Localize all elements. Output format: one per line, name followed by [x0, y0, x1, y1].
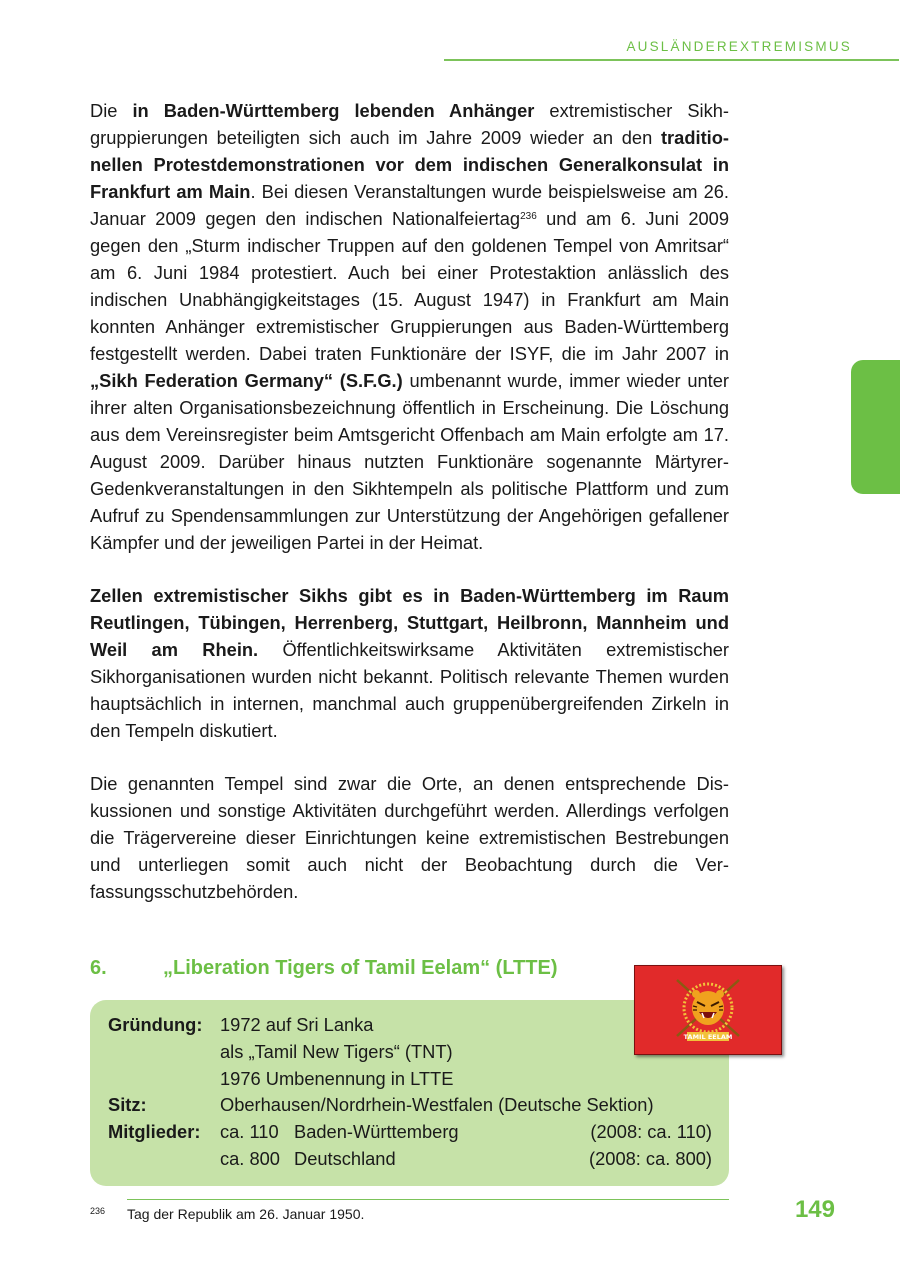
ltte-flag-image	[634, 965, 782, 1055]
footnote-rule	[127, 1199, 729, 1200]
member-region: Deutschland	[294, 1147, 396, 1169]
text-run: . Bei diesen Veranstaltungen wurde beispielsweise am 26. Januar 2009 gegen den indischen Nationalfeiertag	[90, 181, 729, 229]
header-rule	[444, 59, 899, 61]
text-run: Öffentlichkeitswirksame Aktivitäten extremistischer Sikhorganisationen wurden nicht bekannt. Politisch relevante Themen wurden hauptsächlich in internen, manchmal auch gruppenübergreifenden Zirkeln in den Tempeln diskutiert.	[90, 639, 729, 741]
section-heading	[90, 957, 558, 980]
footnote-text: Tag der Republik am 26. Januar 1950.	[127, 1206, 365, 1222]
page-number: 149	[794, 1196, 835, 1223]
member-count: ca. 110	[220, 1121, 279, 1143]
running-header: AUSLÄNDEREXTREMISMUS	[626, 39, 852, 54]
founding-label: Gründung:	[108, 1014, 203, 1035]
empty-cell	[108, 1039, 220, 1066]
bold-run: traditionellen Protestdemonstrationen vor dem indischen Generalkonsulat in Frankfurt am Main	[90, 127, 729, 202]
founding-line: als „Tamil New Tigers“ (TNT)	[220, 1040, 453, 1062]
footnote-ref[interactable]: 236	[520, 211, 537, 222]
member-previous: (2008: ca. 800)	[589, 1147, 712, 1169]
bold-run: Zellen extremistischer Sikhs gibt es in Baden-Württemberg im Raum Reutlingen, Tübingen, Herrenberg, Stuttgart, Heilbronn, Mannheim und Weil am Rhein.	[90, 585, 729, 660]
chapter-tab	[851, 360, 900, 494]
members-label: Mitglieder:	[108, 1121, 201, 1143]
section-number: 6.	[90, 957, 107, 979]
text-run: extremistischer Sikhgruppierungen beteiligten sich auch im Jahre 2009 wieder an den	[90, 100, 729, 148]
paragraph-sikh-protests	[90, 97, 729, 556]
member-region: Baden-Württemberg	[294, 1121, 459, 1143]
paragraph-temples: Die genannten Tempel sind zwar die Orte, an denen entsprechende Diskussionen und sonstige Aktivitäten durchgeführt werden. Allerdings verfolgen die Trägervereine dieser Einrichtungen keine extremistischen Bestrebungen und unterliegen somit auch nicht der Beobachtung durch die Verfassungsschutzbehörden.	[90, 773, 729, 902]
text-run: Die	[90, 100, 133, 121]
bold-run: in Baden-Württemberg lebenden Anhänger	[132, 100, 535, 121]
paragraph-sikh-cells	[90, 582, 729, 744]
flag-text: TAMIL EELAM	[683, 1033, 733, 1041]
text-run: umbenannt wurde, immer wieder unter ihrer alten Organisationsbezeichnung öffentlich in Erscheinung. Die Löschung aus dem Vereinsregister beim Amtsgericht Offenbach am Main erfolgte am 17. August 2009. Darüber hinaus nutzten Funktionäre sogenannte Märtyrer-Gedenkveranstaltungen in den Sikhtempeln als politische Plattform und zum Aufruf zu Spendensammlungen zur Unterstützung der Angehörigen gefallener Kämpfer und der jeweiligen Partei in der Heimat.	[90, 370, 729, 553]
footnote-number: 236	[90, 1206, 106, 1216]
empty-cell	[108, 1146, 220, 1173]
info-table	[108, 1012, 712, 1173]
founding-line: 1976 Umbenennung in LTTE	[220, 1067, 454, 1089]
text-run: und am 6. Juni 2009 gegen den „Sturm indischer Truppen auf den goldenen Tempel von Amritsar“ am 6. Juni 1984 protestiert. Auch bei einer Protestaktion anlässlich des indischen Unabhängigkeitstages (15. August 1947) in Frankfurt am Main konnten Anhänger extremistischer Gruppierungen aus Baden-Württemberg festgestellt werden. Dabei traten Funktionäre der ISYF, die im Jahr 2007 in	[90, 208, 729, 364]
empty-cell	[108, 1066, 220, 1093]
seat-value: Oberhausen/Nordrhein-Westfalen (Deutsche Sektion)	[220, 1094, 654, 1116]
seat-label: Sitz:	[108, 1094, 147, 1116]
bold-run: „Sikh Federation Germany“ (S.F.G.)	[90, 370, 403, 391]
tiger-emblem-icon	[635, 966, 781, 1054]
section-title: „Liberation Tigers of Tamil Eelam“ (LTTE)	[163, 957, 558, 979]
member-previous: (2008: ca. 110)	[590, 1121, 712, 1143]
founding-line: 1972 auf Sri Lanka	[220, 1014, 374, 1035]
member-count: ca. 800	[220, 1147, 280, 1169]
